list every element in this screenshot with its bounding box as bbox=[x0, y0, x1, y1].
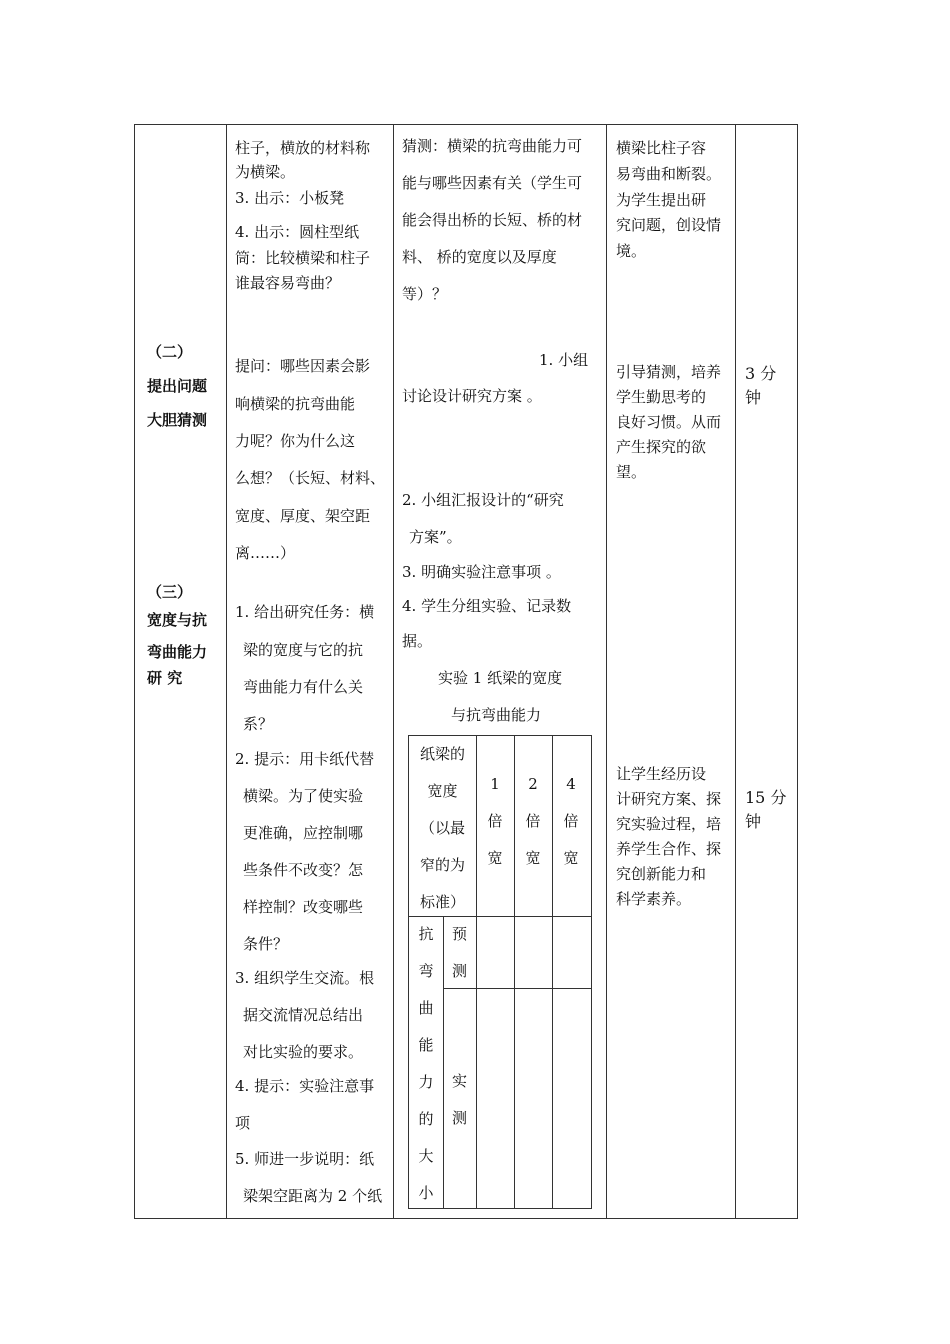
row-group-label: 曲 bbox=[418, 999, 434, 1017]
width-2x: 宽 bbox=[525, 849, 541, 867]
teacher-text: 梁架空距离为 2 个纸 bbox=[243, 1187, 383, 1205]
intent-text: 引导猜测，培养 bbox=[616, 363, 722, 381]
experiment-record-table bbox=[408, 735, 592, 1209]
stage-3-number: （三） bbox=[147, 583, 193, 601]
student-text: 料、 桥的宽度以及厚度 bbox=[402, 248, 557, 266]
stage-3-title-line2: 弯曲能力 bbox=[147, 643, 208, 661]
row-group-label: 能 bbox=[418, 1036, 434, 1054]
width-1x: 1 bbox=[490, 775, 500, 793]
header-cell: 宽度 bbox=[427, 782, 458, 800]
student-text: 讨论设计研究方案 。 bbox=[402, 387, 542, 405]
column-divider bbox=[606, 125, 607, 1218]
student-text: 4. 学生分组实验、记录数 bbox=[402, 597, 572, 615]
teacher-text: 4. 出示：圆柱型纸 bbox=[235, 223, 360, 241]
intent-text: 望。 bbox=[616, 463, 647, 481]
student-text: 方案”。 bbox=[409, 528, 462, 546]
intent-text: 境。 bbox=[616, 242, 647, 260]
width-2x: 倍 bbox=[525, 812, 541, 830]
teacher-text: 提问：哪些因素会影 bbox=[235, 357, 371, 375]
student-text: 2. 小组汇报设计的“研究 bbox=[402, 491, 564, 509]
teacher-text: 更准确，应控制哪 bbox=[243, 824, 364, 842]
intent-text: 学生勤思考的 bbox=[616, 388, 707, 406]
stage-2-title-line2: 大胆猜测 bbox=[147, 411, 208, 429]
lesson-plan-table bbox=[134, 124, 798, 1219]
student-text: 据。 bbox=[402, 632, 433, 650]
teacher-text: 弯曲能力有什么关 bbox=[243, 678, 364, 696]
intent-text: 养学生合作、探 bbox=[616, 840, 722, 858]
time-allocation: 钟 bbox=[745, 812, 762, 831]
width-1x: 倍 bbox=[487, 812, 503, 830]
experiment-caption: 与抗弯曲能力 bbox=[451, 706, 542, 724]
intent-text: 科学素养。 bbox=[616, 890, 692, 908]
intent-text: 产生探究的欲 bbox=[616, 438, 707, 456]
row-group-label: 抗 bbox=[418, 925, 434, 943]
experiment-caption: 实验 1 纸梁的宽度 bbox=[438, 669, 563, 687]
width-4x: 宽 bbox=[563, 849, 579, 867]
predict-label: 预 bbox=[451, 925, 467, 943]
teacher-text: 4. 提示：实验注意事 bbox=[235, 1077, 375, 1095]
row-group-label: 弯 bbox=[418, 962, 434, 980]
row-group-label: 的 bbox=[418, 1110, 434, 1128]
time-allocation: 钟 bbox=[745, 388, 762, 407]
width-4x: 4 bbox=[566, 775, 576, 793]
width-4x: 倍 bbox=[563, 812, 579, 830]
teacher-text: 筒：比较横梁和柱子 bbox=[235, 249, 371, 267]
intent-text: 究创新能力和 bbox=[616, 865, 707, 883]
teacher-text: 3. 出示：小板凳 bbox=[235, 189, 345, 207]
time-allocation: 15 分 bbox=[745, 788, 787, 807]
row-group-label: 小 bbox=[418, 1184, 434, 1202]
stage-3-title-line1: 宽度与抗 bbox=[147, 611, 208, 629]
column-divider bbox=[226, 125, 227, 1218]
teacher-text: 样控制？改变哪些 bbox=[243, 898, 364, 916]
predict-label: 测 bbox=[451, 962, 467, 980]
teacher-text: 对比实验的要求。 bbox=[243, 1043, 364, 1061]
header-cell: 纸梁的 bbox=[419, 745, 465, 763]
student-text: 能会得出桥的长短、桥的材 bbox=[402, 211, 583, 229]
teacher-text: 据交流情况总结出 bbox=[243, 1006, 364, 1024]
teacher-text: 柱子，横放的材料称 bbox=[235, 139, 371, 157]
teacher-text: 项 bbox=[235, 1114, 251, 1132]
teacher-text: 谁最容易弯曲？ bbox=[235, 274, 341, 292]
width-1x: 宽 bbox=[487, 849, 503, 867]
student-text: 能与哪些因素有关（学生可 bbox=[402, 174, 583, 192]
header-cell: 窄的为 bbox=[419, 856, 465, 874]
header-cell: （以最 bbox=[419, 819, 465, 837]
teacher-text: 力呢？你为什么这 bbox=[235, 432, 356, 450]
intent-text: 究实验过程，培 bbox=[616, 815, 722, 833]
column-divider bbox=[735, 125, 736, 1218]
row-group-label: 力 bbox=[418, 1073, 434, 1091]
teacher-text: 为横梁。 bbox=[235, 163, 296, 181]
intent-text: 易弯曲和断裂。 bbox=[616, 165, 722, 183]
teacher-text: 系？ bbox=[243, 715, 274, 733]
student-text: 猜测：横梁的抗弯曲能力可 bbox=[402, 137, 583, 155]
stage-2-number: （二） bbox=[147, 343, 193, 361]
student-text: 1. 小组 bbox=[539, 351, 589, 369]
teacher-text: 2. 提示：用卡纸代替 bbox=[235, 750, 375, 768]
measure-label: 测 bbox=[451, 1109, 467, 1127]
teacher-text: 些条件不改变？怎 bbox=[243, 861, 364, 879]
teacher-text: 响横梁的抗弯曲能 bbox=[235, 395, 356, 413]
teacher-text: 3. 组织学生交流。根 bbox=[235, 969, 375, 987]
intent-text: 计研究方案、探 bbox=[616, 790, 722, 808]
teacher-text: 么想？（长短、材料、 bbox=[235, 469, 386, 487]
width-2x: 2 bbox=[528, 775, 538, 793]
teacher-text: 5. 师进一步说明：纸 bbox=[235, 1150, 375, 1168]
intent-text: 横梁比柱子容 bbox=[616, 139, 707, 157]
student-text: 3. 明确实验注意事项 。 bbox=[402, 563, 561, 581]
intent-text: 为学生提出研 bbox=[616, 191, 707, 209]
stage-2-title-line1: 提出问题 bbox=[147, 377, 208, 395]
row-group-label: 大 bbox=[418, 1147, 434, 1165]
intent-text: 良好习惯。从而 bbox=[616, 413, 722, 431]
teacher-text: 1. 给出研究任务：横 bbox=[235, 603, 375, 621]
time-allocation: 3 分 bbox=[745, 364, 777, 383]
column-divider bbox=[393, 125, 394, 1218]
teacher-text: 离……） bbox=[235, 544, 296, 562]
intent-text: 让学生经历设 bbox=[616, 765, 707, 783]
teacher-text: 宽度、厚度、架空距 bbox=[235, 507, 371, 525]
teacher-text: 条件？ bbox=[243, 935, 289, 953]
measure-label: 实 bbox=[451, 1072, 467, 1090]
teacher-text: 横梁。为了使实验 bbox=[243, 787, 364, 805]
header-cell: 标准） bbox=[419, 893, 465, 911]
intent-text: 究问题，创设情 bbox=[616, 216, 722, 234]
teacher-text: 梁的宽度与它的抗 bbox=[243, 641, 364, 659]
stage-3-title-line3: 研 究 bbox=[147, 669, 183, 687]
student-text: 等）？ bbox=[402, 285, 448, 303]
